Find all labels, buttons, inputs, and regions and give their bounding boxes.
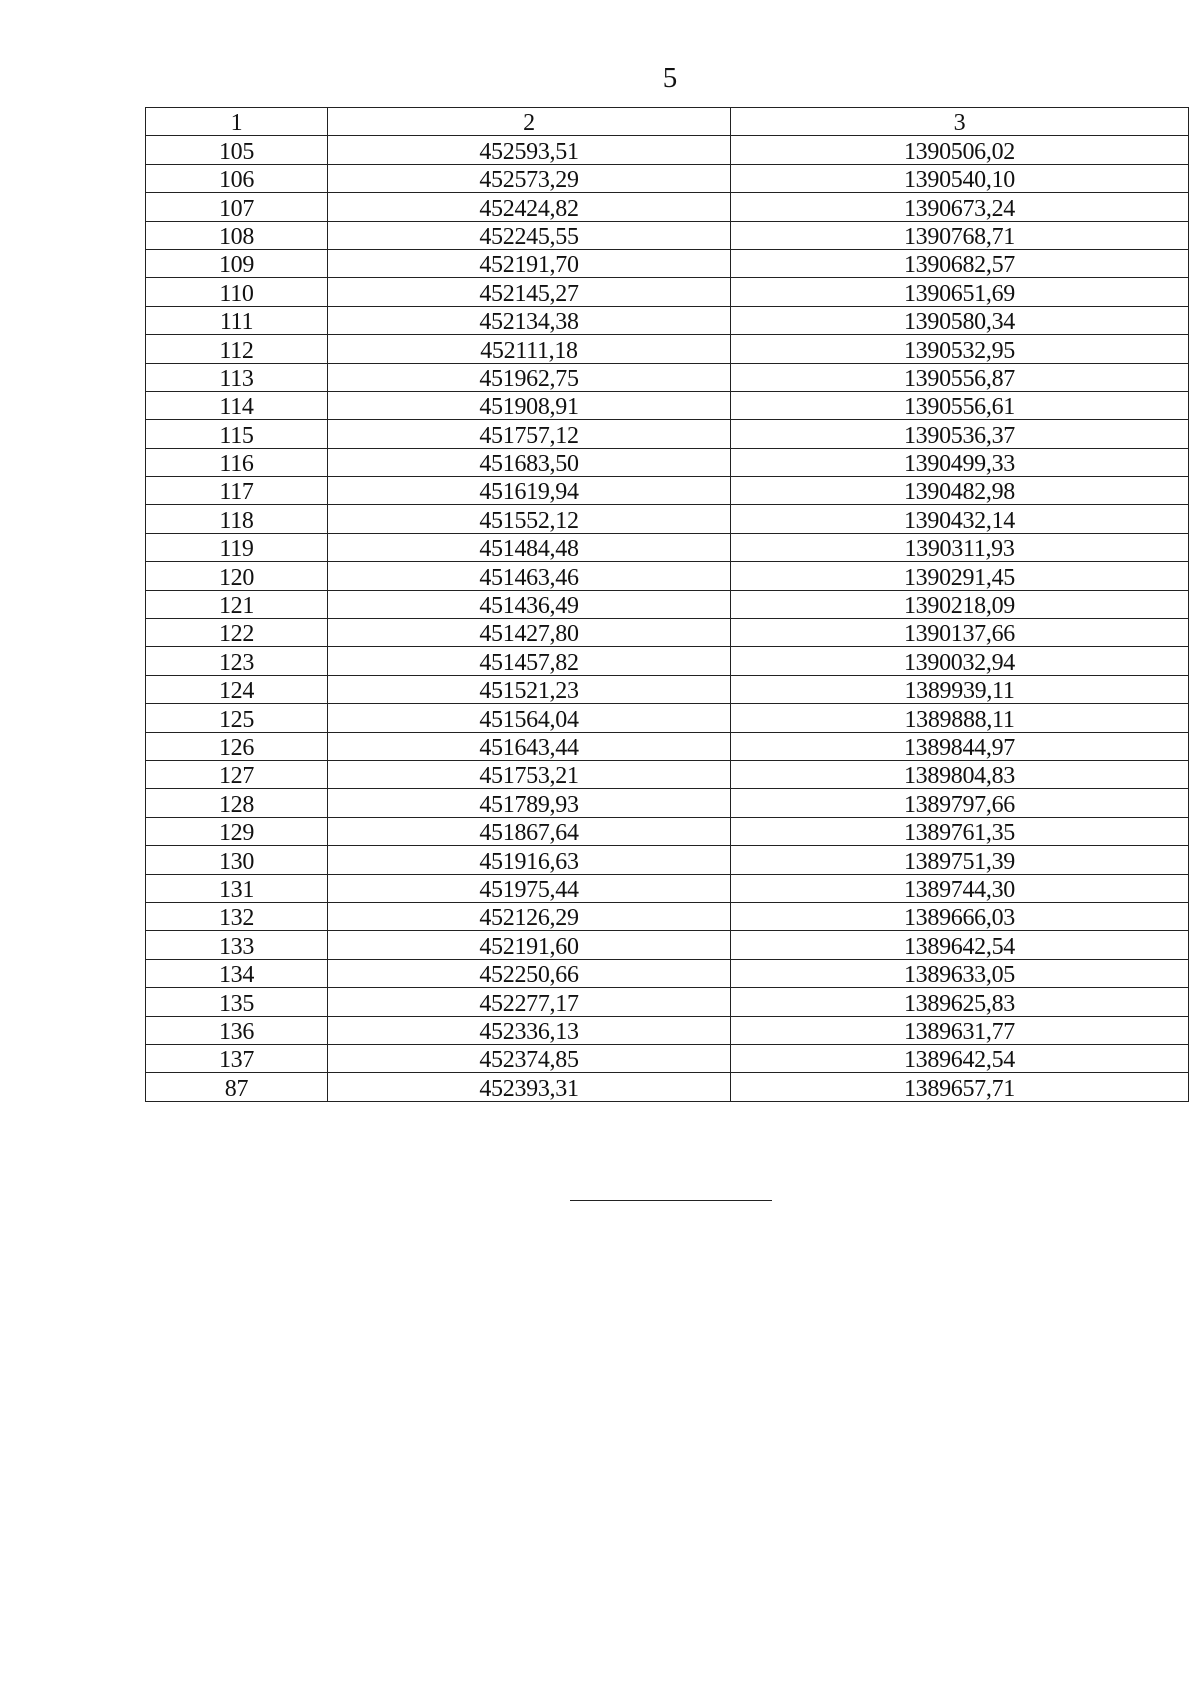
point-number-cell: 114	[146, 391, 328, 419]
x-coordinate-cell: 451564,04	[328, 704, 731, 732]
x-coordinate-cell: 452593,51	[328, 136, 731, 164]
x-coordinate-cell: 451975,44	[328, 874, 731, 902]
y-coordinate-cell: 1390482,98	[731, 477, 1189, 505]
y-coordinate-cell: 1390673,24	[731, 193, 1189, 221]
x-coordinate-cell: 452424,82	[328, 193, 731, 221]
y-coordinate-cell: 1390499,33	[731, 448, 1189, 476]
table-row	[146, 590, 1189, 618]
table-row	[146, 448, 1189, 476]
table-row	[146, 789, 1189, 817]
table-row	[146, 732, 1189, 760]
y-coordinate-cell: 1390032,94	[731, 647, 1189, 675]
y-coordinate-cell: 1389804,83	[731, 760, 1189, 788]
table-row	[146, 959, 1189, 987]
y-coordinate-cell: 1389761,35	[731, 817, 1189, 845]
table-header-row	[146, 108, 1189, 136]
y-coordinate-cell: 1390532,95	[731, 335, 1189, 363]
y-coordinate-cell: 1389631,77	[731, 1016, 1189, 1044]
point-number-cell: 127	[146, 760, 328, 788]
point-number-cell: 113	[146, 363, 328, 391]
point-number-cell: 126	[146, 732, 328, 760]
point-number-cell: 137	[146, 1044, 328, 1072]
y-coordinate-cell: 1389642,54	[731, 931, 1189, 959]
table-row	[146, 988, 1189, 1016]
coordinates-table	[145, 107, 1189, 1102]
x-coordinate-cell: 451867,64	[328, 817, 731, 845]
x-coordinate-cell: 451753,21	[328, 760, 731, 788]
x-coordinate-cell: 452191,70	[328, 249, 731, 277]
x-coordinate-cell: 451619,94	[328, 477, 731, 505]
x-coordinate-cell: 452245,55	[328, 221, 731, 249]
x-coordinate-cell: 451757,12	[328, 420, 731, 448]
table-row	[146, 846, 1189, 874]
table-row	[146, 363, 1189, 391]
table-row	[146, 335, 1189, 363]
point-number-cell: 112	[146, 335, 328, 363]
point-number-cell: 120	[146, 562, 328, 590]
table-body	[146, 108, 1189, 1102]
x-coordinate-cell: 451552,12	[328, 505, 731, 533]
point-number-cell: 106	[146, 164, 328, 192]
point-number-cell: 130	[146, 846, 328, 874]
table-row	[146, 760, 1189, 788]
point-number-cell: 117	[146, 477, 328, 505]
point-number-cell: 108	[146, 221, 328, 249]
table-row	[146, 704, 1189, 732]
point-number-cell: 111	[146, 306, 328, 334]
point-number-cell: 105	[146, 136, 328, 164]
y-coordinate-cell: 1389625,83	[731, 988, 1189, 1016]
y-coordinate-cell: 1389744,30	[731, 874, 1189, 902]
y-coordinate-cell: 1389888,11	[731, 704, 1189, 732]
point-number-cell: 132	[146, 902, 328, 930]
point-number-cell: 87	[146, 1073, 328, 1101]
table-row	[146, 1073, 1189, 1101]
column-header-2: 2	[328, 108, 731, 136]
y-coordinate-cell: 1390311,93	[731, 533, 1189, 561]
point-number-cell: 123	[146, 647, 328, 675]
y-coordinate-cell: 1390536,37	[731, 420, 1189, 448]
x-coordinate-cell: 451484,48	[328, 533, 731, 561]
point-number-cell: 134	[146, 959, 328, 987]
x-coordinate-cell: 452336,13	[328, 1016, 731, 1044]
table-row	[146, 164, 1189, 192]
y-coordinate-cell: 1390768,71	[731, 221, 1189, 249]
point-number-cell: 115	[146, 420, 328, 448]
x-coordinate-cell: 452134,38	[328, 306, 731, 334]
x-coordinate-cell: 452126,29	[328, 902, 731, 930]
point-number-cell: 118	[146, 505, 328, 533]
table-row	[146, 391, 1189, 419]
x-coordinate-cell: 452111,18	[328, 335, 731, 363]
point-number-cell: 107	[146, 193, 328, 221]
x-coordinate-cell: 451457,82	[328, 647, 731, 675]
x-coordinate-cell: 451427,80	[328, 619, 731, 647]
y-coordinate-cell: 1390556,87	[731, 363, 1189, 391]
point-number-cell: 131	[146, 874, 328, 902]
table-row	[146, 136, 1189, 164]
table-row	[146, 505, 1189, 533]
x-coordinate-cell: 451463,46	[328, 562, 731, 590]
point-number-cell: 119	[146, 533, 328, 561]
y-coordinate-cell: 1389844,97	[731, 732, 1189, 760]
end-rule	[570, 1200, 772, 1201]
x-coordinate-cell: 452393,31	[328, 1073, 731, 1101]
x-coordinate-cell: 452277,17	[328, 988, 731, 1016]
y-coordinate-cell: 1389657,71	[731, 1073, 1189, 1101]
y-coordinate-cell: 1389939,11	[731, 675, 1189, 703]
point-number-cell: 122	[146, 619, 328, 647]
table-row	[146, 193, 1189, 221]
y-coordinate-cell: 1389642,54	[731, 1044, 1189, 1072]
point-number-cell: 136	[146, 1016, 328, 1044]
point-number-cell: 109	[146, 249, 328, 277]
table-row	[146, 874, 1189, 902]
y-coordinate-cell: 1390682,57	[731, 249, 1189, 277]
x-coordinate-cell: 451683,50	[328, 448, 731, 476]
x-coordinate-cell: 452573,29	[328, 164, 731, 192]
table-row	[146, 562, 1189, 590]
table-row	[146, 477, 1189, 505]
y-coordinate-cell: 1390506,02	[731, 136, 1189, 164]
column-header-3: 3	[731, 108, 1189, 136]
table-row	[146, 902, 1189, 930]
table-row	[146, 221, 1189, 249]
table-row	[146, 817, 1189, 845]
table-row	[146, 647, 1189, 675]
table-row	[146, 1016, 1189, 1044]
table-row	[146, 675, 1189, 703]
x-coordinate-cell: 452250,66	[328, 959, 731, 987]
x-coordinate-cell: 452374,85	[328, 1044, 731, 1072]
point-number-cell: 110	[146, 278, 328, 306]
y-coordinate-cell: 1390540,10	[731, 164, 1189, 192]
x-coordinate-cell: 451521,23	[328, 675, 731, 703]
point-number-cell: 128	[146, 789, 328, 817]
y-coordinate-cell: 1389666,03	[731, 902, 1189, 930]
y-coordinate-cell: 1389633,05	[731, 959, 1189, 987]
x-coordinate-cell: 451643,44	[328, 732, 731, 760]
point-number-cell: 133	[146, 931, 328, 959]
page-number: 5	[662, 62, 678, 94]
y-coordinate-cell: 1390580,34	[731, 306, 1189, 334]
x-coordinate-cell: 451436,49	[328, 590, 731, 618]
table-row	[146, 1044, 1189, 1072]
point-number-cell: 116	[146, 448, 328, 476]
x-coordinate-cell: 451908,91	[328, 391, 731, 419]
point-number-cell: 121	[146, 590, 328, 618]
x-coordinate-cell: 452145,27	[328, 278, 731, 306]
x-coordinate-cell: 452191,60	[328, 931, 731, 959]
y-coordinate-cell: 1390218,09	[731, 590, 1189, 618]
y-coordinate-cell: 1390432,14	[731, 505, 1189, 533]
y-coordinate-cell: 1390556,61	[731, 391, 1189, 419]
table-row	[146, 931, 1189, 959]
x-coordinate-cell: 451916,63	[328, 846, 731, 874]
table-row	[146, 619, 1189, 647]
y-coordinate-cell: 1390651,69	[731, 278, 1189, 306]
table-row	[146, 306, 1189, 334]
y-coordinate-cell: 1389751,39	[731, 846, 1189, 874]
table-row	[146, 533, 1189, 561]
x-coordinate-cell: 451789,93	[328, 789, 731, 817]
point-number-cell: 125	[146, 704, 328, 732]
table-row	[146, 420, 1189, 448]
point-number-cell: 129	[146, 817, 328, 845]
column-header-1: 1	[146, 108, 328, 136]
table-row	[146, 249, 1189, 277]
y-coordinate-cell: 1390291,45	[731, 562, 1189, 590]
x-coordinate-cell: 451962,75	[328, 363, 731, 391]
y-coordinate-cell: 1390137,66	[731, 619, 1189, 647]
point-number-cell: 135	[146, 988, 328, 1016]
y-coordinate-cell: 1389797,66	[731, 789, 1189, 817]
table-row	[146, 278, 1189, 306]
point-number-cell: 124	[146, 675, 328, 703]
